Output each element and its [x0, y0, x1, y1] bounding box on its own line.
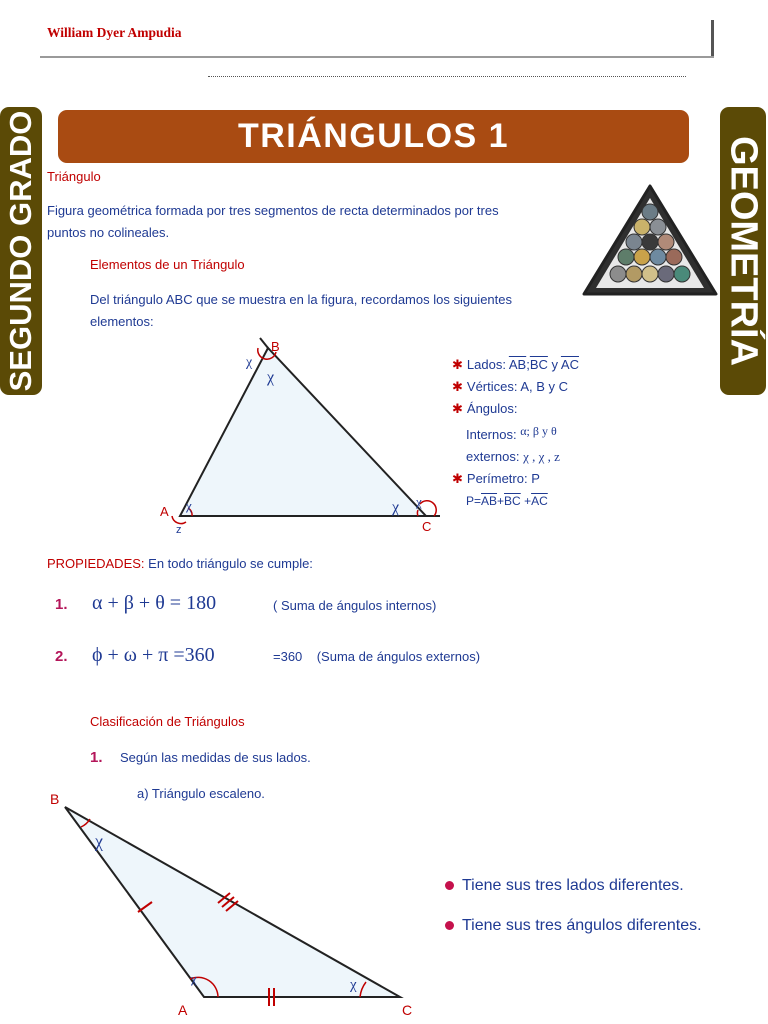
triangle-shape — [180, 348, 426, 516]
plus-sign: + — [497, 494, 505, 508]
feature-text: Tiene sus tres ángulos diferentes. — [462, 917, 702, 934]
property-number: 1. — [55, 596, 68, 613]
property-formula: ϕ + ω + π =360 — [92, 644, 215, 666]
side-ab-extension — [260, 338, 268, 348]
triangle-heading: Triángulo — [47, 169, 101, 184]
segment-bc: $\overline{BC}$ — [529, 357, 548, 372]
classification-criterion: Según las medidas de sus lados. — [120, 750, 311, 765]
list-item-lados — [452, 354, 579, 376]
angle-c-interior-label: χ — [392, 499, 400, 516]
internal-angles-row — [452, 420, 579, 446]
perimeter-formula — [452, 490, 579, 512]
perimeter-ac: $\overline{AC}$ — [531, 494, 548, 508]
properties-heading — [47, 556, 313, 571]
author-name: William Dyer Ampudia — [47, 25, 182, 40]
angulos-text: Ángulos: — [466, 401, 518, 416]
definition-line: puntos no colineales. — [47, 225, 170, 240]
lados-label: Lados: — [466, 357, 506, 372]
elements-text-line: elementos: — [90, 314, 154, 329]
scalene-triangle-figure — [40, 785, 430, 1020]
asterisk-icon: ✱ — [452, 401, 463, 416]
perimetro-text: Perímetro: P — [466, 471, 540, 486]
header-vertical-bar — [711, 20, 714, 56]
internos-label: Internos: — [466, 427, 517, 442]
angle-arc-a-exterior — [172, 516, 186, 524]
conjunction: y — [551, 357, 559, 372]
angle-b-exterior-label: χ — [246, 355, 253, 370]
perimeter-symbol: P= — [466, 494, 482, 508]
property-formula: α + β + θ = 180 — [92, 592, 217, 614]
elements-text-line: Del triángulo ABC que se muestra en la figura, recordamos los siguientes — [90, 292, 512, 307]
vertex-c-label: C — [402, 1002, 413, 1018]
list-item-perimetro — [452, 468, 579, 490]
perimeter-bc: $\overline{BC}$ — [504, 494, 521, 508]
elements-list — [452, 354, 579, 512]
vertices-text: Vértices: A, B y C — [466, 379, 569, 394]
properties-text: En todo triángulo se cumple: — [148, 556, 313, 571]
triangle-definition — [47, 200, 577, 244]
list-item-angulos — [452, 398, 579, 420]
property-note: =360 (Suma de ángulos externos) — [273, 649, 481, 664]
property-note: ( Suma de ángulos internos) — [273, 598, 437, 613]
angle-b-label: χ — [95, 831, 103, 851]
asterisk-icon: ✱ — [452, 471, 463, 486]
internal-angles-values: α; β y θ — [520, 424, 557, 438]
definition-line: Figura geométrica formada por tres segmentos de recta determinados por tres — [47, 203, 499, 218]
page-title: TRIÁNGULOS 1 — [237, 117, 510, 155]
header-divider — [40, 56, 714, 58]
externos-label: externos: — [466, 449, 520, 464]
properties-label: PROPIEDADES: — [47, 556, 145, 571]
triangle-abc-figure — [150, 330, 450, 540]
angle-c-label: χ — [350, 977, 357, 993]
segment-ab: $\overline{AB}$ — [508, 357, 527, 372]
asterisk-icon: ✱ — [452, 379, 463, 394]
grade-label: SEGUNDO GRADO — [3, 110, 38, 392]
billiard-rack-image — [580, 182, 720, 300]
vertex-a-label: A — [160, 504, 169, 519]
classification-number: 1. — [90, 749, 103, 766]
bullet-dot-icon — [445, 921, 454, 930]
feature-item — [445, 917, 702, 935]
list-item-vertices — [452, 376, 579, 398]
scalene-subheading: a) Triángulo escaleno. — [137, 786, 265, 801]
external-angles-row — [452, 446, 579, 468]
property-number: 2. — [55, 648, 68, 665]
dotted-name-line — [208, 76, 686, 77]
angle-a-exterior-label: z — [176, 524, 182, 536]
grade-sidebar — [0, 107, 42, 395]
subject-label: GEOMETRÍA — [722, 135, 765, 367]
subject-sidebar — [720, 107, 766, 395]
vertex-a-label: A — [178, 1002, 188, 1018]
segment-ac: $\overline{AC}$ — [560, 357, 579, 372]
asterisk-icon: ✱ — [452, 357, 463, 372]
elements-text — [90, 289, 540, 333]
vertex-b-label: B — [50, 791, 60, 807]
perimeter-ab: $\overline{AB}$ — [481, 494, 498, 508]
angle-b-interior-label: χ — [267, 369, 275, 386]
external-angles-values: χ , χ , z — [523, 449, 560, 464]
title-banner — [58, 110, 689, 163]
separator: ; — [526, 357, 530, 372]
scalene-triangle-shape — [65, 807, 400, 997]
vertex-c-label: C — [422, 519, 432, 534]
angle-c-exterior-label: χ — [416, 494, 422, 509]
angle-a-interior-label: χ — [186, 498, 192, 513]
feature-text: Tiene sus tres lados diferentes. — [462, 877, 684, 894]
elements-heading: Elementos de un Triángulo — [90, 257, 245, 272]
feature-item — [445, 877, 684, 895]
angle-arc-c-interior — [417, 510, 418, 516]
plus-sign: + — [524, 494, 532, 508]
vertex-b-label: B — [271, 339, 280, 354]
bullet-dot-icon — [445, 881, 454, 890]
classification-heading: Clasificación de Triángulos — [90, 714, 245, 729]
angle-a-label: χ — [191, 971, 197, 986]
